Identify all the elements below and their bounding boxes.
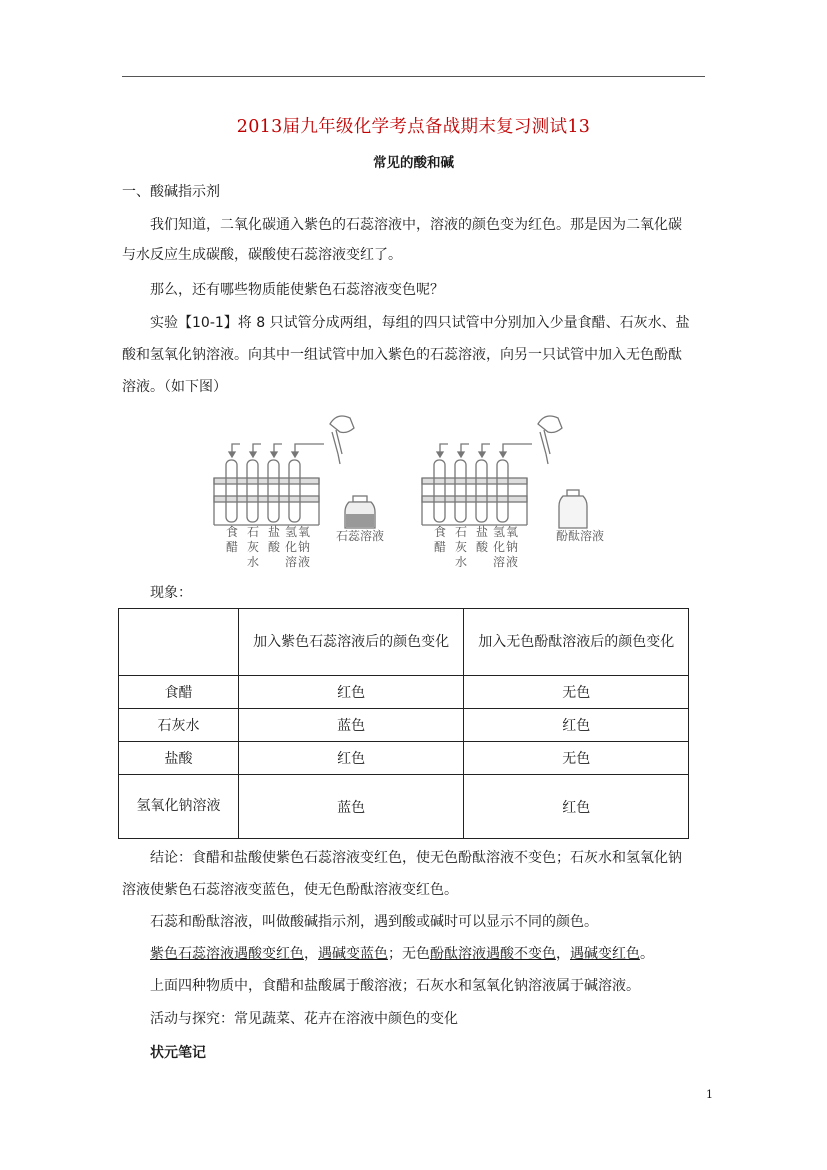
summary: 上面四种物质中，食醋和盐酸属于酸溶液；石灰水和氢氧化钠溶液属于碱溶液。: [150, 978, 640, 994]
fig-right-label-vinegar: 食醋: [433, 525, 447, 554]
table-cell-phenol: 红色: [464, 709, 689, 742]
paragraph-1-line-1: 我们知道，二氧化碳通入紫色的石蕊溶液中，溶液的颜色变为红色。那是因为二氧化碳: [150, 217, 682, 233]
paragraph-1-line-2: 与水反应生成碳酸，碳酸使石蕊溶液变红了。: [122, 247, 402, 263]
header-rule: [122, 76, 705, 77]
key-separator: ；无色: [388, 946, 430, 962]
conclusion-line-2: 溶液使紫色石蕊溶液变蓝色，使无色酚酞溶液变红色。: [122, 882, 458, 898]
table-cell-phenol: 无色: [464, 676, 689, 709]
table-cell-phenol: 红色: [464, 775, 689, 839]
table-cell-phenol: 无色: [464, 742, 689, 775]
table-row: [119, 709, 689, 742]
table-cell-litmus: 红色: [238, 676, 463, 709]
right-apparatus: [422, 416, 587, 528]
table-header-cell: 加入紫色石蕊溶液后的颜色变化: [238, 609, 463, 676]
fig-right-bottle-label: 酚酞溶液: [555, 529, 605, 543]
fig-right-label-hcl: 盐酸: [475, 525, 489, 554]
key-litmus-base: 遇碱变蓝色: [318, 946, 388, 962]
fig-left-bottle-label: 石蕊溶液: [335, 529, 385, 543]
key-phenol-base: 遇碱变红色: [570, 946, 640, 962]
paragraph-3-line-2: 酸和氢氧化钠溶液。向其中一组试管中加入紫色的石蕊溶液，向另一只试管中加入无色酚酞: [122, 347, 682, 363]
key-separator: ，: [304, 946, 318, 962]
page-number: 1: [706, 1088, 713, 1101]
key-point: [150, 944, 654, 964]
table-header-cell: 加入无色酚酞溶液后的颜色变化: [464, 609, 689, 676]
table-row: [119, 742, 689, 775]
table-cell-name: 食醋: [119, 676, 239, 709]
section-heading: 一、酸碱指示剂: [122, 184, 220, 200]
table-row: [119, 775, 689, 839]
key-litmus-acid: 紫色石蕊溶液遇酸变红色: [150, 946, 304, 962]
experiment-figure: [212, 410, 624, 578]
table-cell-name: 氢氧化钠溶液: [119, 775, 239, 839]
paragraph-2: 那么，还有哪些物质能使紫色石蕊溶液变色呢？: [150, 282, 444, 298]
key-separator: ，: [556, 946, 570, 962]
table-cell-litmus: 蓝色: [238, 775, 463, 839]
table-cell-name: 盐酸: [119, 742, 239, 775]
table-header-cell: [119, 609, 239, 676]
left-apparatus: [214, 416, 375, 528]
table-header-row: [119, 609, 689, 676]
paragraph-3-line-1: 实验【10-1】将 8 只试管分成两组，每组的四只试管中分别加入少量食醋、石灰水、盐: [150, 315, 690, 331]
table-cell-litmus: 蓝色: [238, 709, 463, 742]
fig-right-label-naoh-col2: 氧钠液: [505, 525, 519, 569]
key-phenol-acid: 酚酞溶液遇酸不变色: [430, 946, 556, 962]
phenomena-label: 现象：: [150, 585, 192, 601]
fig-right-label-naoh-col1: 氢化溶: [492, 525, 506, 569]
page-subtitle: 常见的酸和碱: [373, 155, 454, 171]
activity: 活动与探究：常见蔬菜、花卉在溶液中颜色的变化: [150, 1011, 458, 1027]
table-cell-litmus: 红色: [238, 742, 463, 775]
table-cell-name: 石灰水: [119, 709, 239, 742]
table-row: [119, 676, 689, 709]
fig-left-label-naoh-col1: 氢化溶: [284, 525, 298, 569]
fig-right-label-limewater: 石灰水: [454, 525, 468, 569]
page-title: 2013届九年级化学考点备战期末复习测试13: [236, 117, 591, 137]
fig-left-label-limewater: 石灰水: [246, 525, 260, 569]
notes-heading: 状元笔记: [150, 1045, 206, 1061]
fig-left-label-naoh-col2: 氧钠液: [297, 525, 311, 569]
fig-left-label-hcl: 盐酸: [267, 525, 281, 554]
indicator-definition: 石蕊和酚酞溶液，叫做酸碱指示剂，遇到酸或碱时可以显示不同的颜色。: [150, 914, 598, 930]
conclusion-line-1: 结论：食醋和盐酸使紫色石蕊溶液变红色，使无色酚酞溶液不变色；石灰水和氢氧化钠: [150, 850, 682, 866]
key-separator: 。: [640, 946, 654, 962]
observation-table: [118, 608, 689, 839]
paragraph-3-line-3: 溶液。（如下图）: [122, 379, 227, 395]
fig-left-label-vinegar: 食醋: [225, 525, 239, 554]
